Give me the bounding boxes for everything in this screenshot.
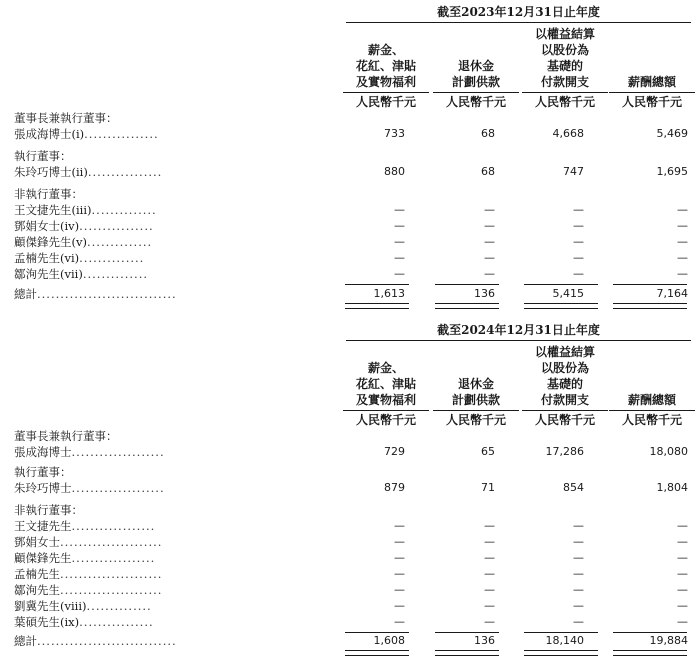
row-label: 葉碩先生(ix)................ <box>14 615 154 629</box>
cell-value: — <box>484 267 495 280</box>
table-row <box>14 518 694 534</box>
group-heading-exec: 執行董事： <box>14 465 72 479</box>
unit-label: 人民幣千元 <box>522 410 608 427</box>
total-double-rule <box>524 303 598 309</box>
row-label: 鄒洵先生(vii).............. <box>14 267 149 281</box>
cell-value: 18,140 <box>545 634 584 647</box>
cell-value: — <box>394 251 405 264</box>
header-line: 基礎的 <box>546 377 583 391</box>
row-label: 劉冀先生(viii).............. <box>14 599 152 613</box>
table-row <box>14 218 694 234</box>
table-row <box>14 480 694 496</box>
header-line: 以權益結算 <box>534 345 595 359</box>
period-heading: 截至2023年12月31日止年度 <box>346 4 691 23</box>
row-label: 孟楠先生(vi).............. <box>14 251 145 265</box>
header-line: 薪酬總額 <box>627 75 676 89</box>
row-label: 王文捷先生.................. <box>14 519 156 533</box>
table-row <box>14 250 694 266</box>
cell-value: — <box>394 583 405 596</box>
cell-value: — <box>484 551 495 564</box>
cell-value: — <box>484 235 495 248</box>
cell-value: — <box>394 267 405 280</box>
header-line: 花紅、津貼 <box>355 377 416 391</box>
period-heading: 截至2024年12月31日止年度 <box>346 322 691 341</box>
cell-value: — <box>677 267 688 280</box>
header-line: 付款開支 <box>540 75 589 89</box>
cell-value: 1,613 <box>373 287 405 300</box>
cell-value: — <box>394 235 405 248</box>
cell-value: 18,080 <box>649 445 688 458</box>
total-double-rule <box>345 303 409 309</box>
cell-value: 880 <box>384 165 405 178</box>
column-header-pension <box>433 42 519 90</box>
unit-label: 人民幣千元 <box>609 92 695 109</box>
cell-value: — <box>394 551 405 564</box>
cell-value: 4,668 <box>552 127 584 140</box>
cell-value: 136 <box>474 287 495 300</box>
cell-value: — <box>573 219 584 232</box>
cell-value: — <box>677 567 688 580</box>
header-line: 退休金 <box>457 59 494 73</box>
total-double-rule <box>524 650 598 656</box>
table-row <box>14 614 694 630</box>
total-row <box>14 286 694 302</box>
cell-value: — <box>484 615 495 628</box>
cell-value: — <box>484 203 495 216</box>
total-double-rule <box>435 650 499 656</box>
cell-value: 71 <box>481 481 495 494</box>
cell-value: — <box>573 519 584 532</box>
header-line: 花紅、津貼 <box>355 59 416 73</box>
cell-value: — <box>394 599 405 612</box>
table-row <box>14 598 694 614</box>
cell-value: 854 <box>563 481 584 494</box>
column-header-salary <box>343 360 429 408</box>
cell-value: — <box>484 583 495 596</box>
column-header-pension <box>433 360 519 408</box>
header-line: 計劃供款 <box>451 75 500 89</box>
column-header-salary <box>343 42 429 90</box>
total-double-rule <box>435 303 499 309</box>
row-label: 鄧娟女士...................... <box>14 535 163 549</box>
group-heading-chair: 董事長兼執行董事： <box>14 111 118 125</box>
cell-value: — <box>677 203 688 216</box>
cell-value: 17,286 <box>545 445 584 458</box>
header-line: 及實物福利 <box>355 393 416 407</box>
cell-value: — <box>677 519 688 532</box>
unit-label: 人民幣千元 <box>433 410 519 427</box>
cell-value: — <box>573 203 584 216</box>
row-label: 朱玲巧博士.................... <box>14 481 165 495</box>
cell-value: — <box>573 235 584 248</box>
unit-label: 人民幣千元 <box>343 92 429 109</box>
cell-value: — <box>573 583 584 596</box>
row-label: 顧傑鋒先生.................. <box>14 551 156 565</box>
header-line: 薪金、 <box>367 361 404 375</box>
row-label: 王文捷先生(iii).............. <box>14 203 157 217</box>
cell-value: — <box>573 551 584 564</box>
cell-value: — <box>484 219 495 232</box>
table-row <box>14 550 694 566</box>
cell-value: 729 <box>384 445 405 458</box>
cell-value: 68 <box>481 165 495 178</box>
row-label: 鄒洵先生...................... <box>14 583 163 597</box>
group-heading-nonexec: 非執行董事： <box>14 503 83 517</box>
cell-value: 733 <box>384 127 405 140</box>
cell-value: 5,469 <box>656 127 688 140</box>
header-line: 薪金、 <box>367 43 404 57</box>
cell-value: — <box>573 567 584 580</box>
cell-value: — <box>677 599 688 612</box>
cell-value: — <box>573 251 584 264</box>
total-double-rule <box>613 650 687 656</box>
cell-value: 19,884 <box>649 634 688 647</box>
cell-value: — <box>677 251 688 264</box>
cell-value: — <box>573 599 584 612</box>
row-label: 孟楠先生...................... <box>14 567 163 581</box>
subtotal-rule <box>613 284 687 285</box>
column-header-total <box>609 392 695 408</box>
row-label: 顧傑鋒先生(v).............. <box>14 235 153 249</box>
cell-value: — <box>677 219 688 232</box>
group-heading-chair: 董事長兼執行董事： <box>14 429 118 443</box>
total-double-rule <box>613 303 687 309</box>
table-row <box>14 234 694 250</box>
compensation-table-2023 <box>0 4 700 304</box>
subtotal-rule <box>345 284 409 285</box>
header-line: 以股份為 <box>540 43 589 57</box>
row-label: 鄧娟女士(iv)................ <box>14 219 154 233</box>
cell-value: — <box>394 203 405 216</box>
header-line: 薪酬總額 <box>627 393 676 407</box>
subtotal-rule <box>524 284 598 285</box>
cell-value: — <box>394 567 405 580</box>
table-row <box>14 582 694 598</box>
group-heading-exec: 執行董事： <box>14 149 72 163</box>
cell-value: — <box>394 615 405 628</box>
cell-value: — <box>484 251 495 264</box>
cell-value: — <box>677 535 688 548</box>
cell-value: — <box>677 583 688 596</box>
header-line: 基礎的 <box>546 59 583 73</box>
total-double-rule <box>345 650 409 656</box>
cell-value: — <box>394 519 405 532</box>
table-row <box>14 534 694 550</box>
cell-value: — <box>573 615 584 628</box>
table-row <box>14 266 694 282</box>
cell-value: — <box>394 219 405 232</box>
cell-value: 136 <box>474 634 495 647</box>
row-label: 總計.............................. <box>14 287 177 301</box>
cell-value: 1,804 <box>656 481 688 494</box>
cell-value: — <box>677 551 688 564</box>
table-row <box>14 444 694 460</box>
cell-value: — <box>677 235 688 248</box>
compensation-table-2024 <box>0 322 700 657</box>
header-line: 計劃供款 <box>451 393 500 407</box>
cell-value: — <box>677 615 688 628</box>
cell-value: 879 <box>384 481 405 494</box>
row-label: 張成海博士(i)................ <box>14 127 159 141</box>
row-label: 朱玲巧博士(ii)................ <box>14 165 163 179</box>
header-line: 及實物福利 <box>355 75 416 89</box>
header-line: 付款開支 <box>540 393 589 407</box>
cell-value: 5,415 <box>552 287 584 300</box>
cell-value: — <box>484 599 495 612</box>
cell-value: — <box>573 535 584 548</box>
cell-value: — <box>484 567 495 580</box>
cell-value: 7,164 <box>656 287 688 300</box>
cell-value: 1,695 <box>656 165 688 178</box>
cell-value: 1,608 <box>373 634 405 647</box>
subtotal-rule <box>435 284 499 285</box>
row-label: 總計.............................. <box>14 634 177 648</box>
cell-value: — <box>394 535 405 548</box>
table-row <box>14 202 694 218</box>
total-row <box>14 633 694 649</box>
group-heading-nonexec: 非執行董事： <box>14 187 83 201</box>
header-line: 以權益結算 <box>534 27 595 41</box>
header-line: 以股份為 <box>540 361 589 375</box>
unit-label: 人民幣千元 <box>433 92 519 109</box>
cell-value: 68 <box>481 127 495 140</box>
table-row <box>14 566 694 582</box>
unit-label: 人民幣千元 <box>343 410 429 427</box>
unit-label: 人民幣千元 <box>522 92 608 109</box>
cell-value: 747 <box>563 165 584 178</box>
cell-value: — <box>573 267 584 280</box>
cell-value: — <box>484 519 495 532</box>
header-line: 退休金 <box>457 377 494 391</box>
table-row <box>14 126 694 142</box>
column-header-share-based <box>522 26 608 90</box>
column-header-share-based <box>522 344 608 408</box>
table-row <box>14 164 694 180</box>
row-label: 張成海博士.................... <box>14 445 165 459</box>
column-header-total <box>609 74 695 90</box>
cell-value: — <box>484 535 495 548</box>
unit-label: 人民幣千元 <box>609 410 695 427</box>
cell-value: 65 <box>481 445 495 458</box>
